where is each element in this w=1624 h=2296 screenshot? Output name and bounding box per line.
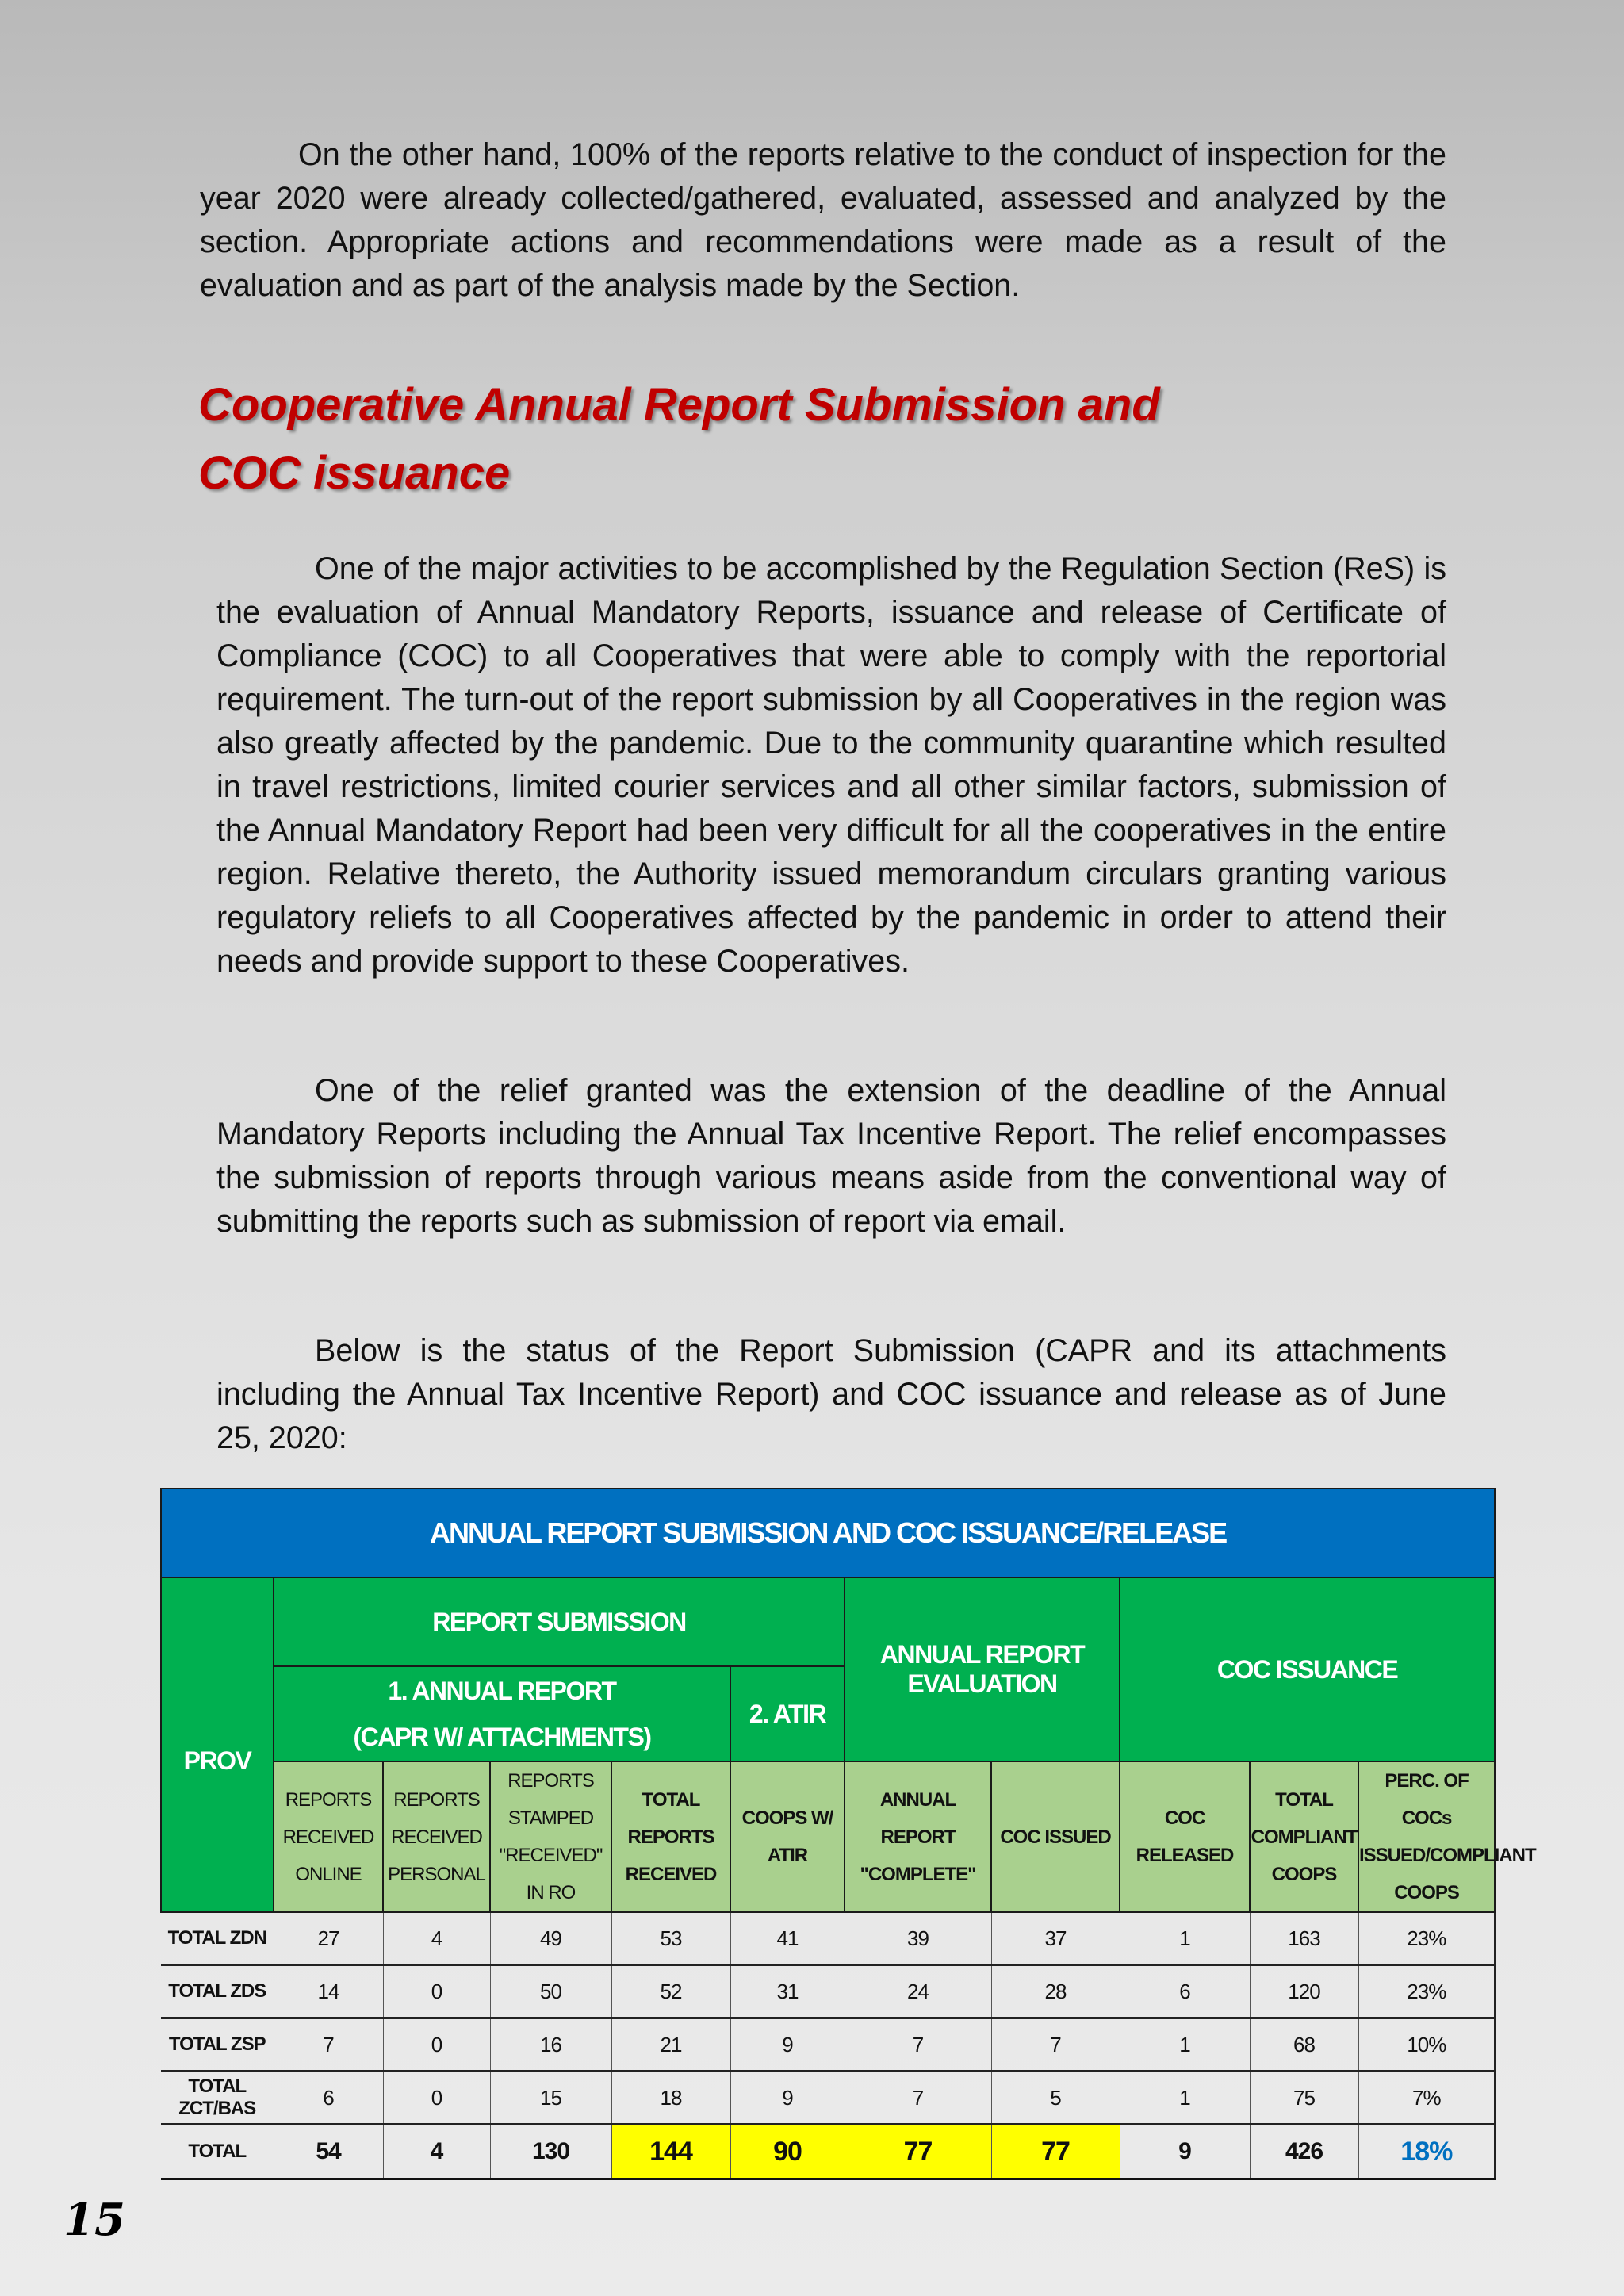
total-label: TOTAL [161, 2125, 274, 2179]
total-perc: 18% [1358, 2125, 1495, 2179]
cell-total-received: 52 [611, 1965, 730, 2018]
cell-complete: 7 [845, 2072, 991, 2125]
cell-compliant-coops: 163 [1250, 1912, 1358, 1965]
subheader-annual-report-complete: ANNUAL REPORT "COMPLETE" [845, 1761, 991, 1912]
section-heading-line1: Cooperative Annual Report Submission and [198, 379, 1160, 431]
table-row [161, 1912, 1495, 1965]
cell-reports-stamped: 50 [490, 1965, 611, 2018]
header-annual-report [274, 1666, 730, 1761]
cell-reports-online: 27 [274, 1912, 383, 1965]
total-reports-personal: 4 [383, 2125, 490, 2179]
cell-perc: 23% [1358, 1965, 1495, 2018]
header-annual-report-line1: 1. ANNUAL REPORT [388, 1677, 616, 1705]
cell-coops-atir: 9 [730, 2018, 845, 2072]
cell-compliant-coops: 75 [1250, 2072, 1358, 2125]
subheader-perc-cocs: PERC. OF COCs ISSUED/COMPLIANT COOPS [1358, 1761, 1495, 1912]
cell-complete: 24 [845, 1965, 991, 2018]
table-row [161, 1965, 1495, 2018]
header-annual-report-evaluation: ANNUAL REPORT EVALUATION [845, 1577, 1120, 1761]
header-prov: PROV [161, 1577, 274, 1912]
cell-coc-released: 6 [1120, 1965, 1250, 2018]
cell-reports-online: 14 [274, 1965, 383, 2018]
subheader-total-reports-received: TOTAL REPORTS RECEIVED [611, 1761, 730, 1912]
cell-reports-stamped: 16 [490, 2018, 611, 2072]
cell-complete: 39 [845, 1912, 991, 1965]
cell-coc-issued: 28 [991, 1965, 1120, 2018]
table-row [161, 2072, 1495, 2125]
cell-coops-atir: 41 [730, 1912, 845, 1965]
table-row [161, 2018, 1495, 2072]
cell-perc: 10% [1358, 2018, 1495, 2072]
subheader-coc-released: COC RELEASED [1120, 1761, 1250, 1912]
subheader-reports-personal: REPORTS RECEIVED PERSONAL [383, 1761, 490, 1912]
section-heading-line2: COC issuance [198, 447, 511, 499]
row-label: TOTAL ZCT/BAS [161, 2072, 274, 2125]
cell-perc: 7% [1358, 2072, 1495, 2125]
cell-reports-online: 7 [274, 2018, 383, 2072]
cell-total-received: 18 [611, 2072, 730, 2125]
cell-coc-released: 1 [1120, 2072, 1250, 2125]
cell-reports-online: 6 [274, 2072, 383, 2125]
row-label: TOTAL ZDN [161, 1912, 274, 1965]
total-compliant-coops: 426 [1250, 2125, 1358, 2179]
total-coc-issued: 77 [991, 2125, 1120, 2179]
cell-compliant-coops: 68 [1250, 2018, 1358, 2072]
cell-reports-personal: 0 [383, 2072, 490, 2125]
cell-complete: 7 [845, 2018, 991, 2072]
cell-coops-atir: 31 [730, 1965, 845, 2018]
row-label: TOTAL ZDS [161, 1965, 274, 2018]
total-reports-online: 54 [274, 2125, 383, 2179]
section-heading [198, 371, 1160, 508]
header-coc-issuance: COC ISSUANCE [1120, 1577, 1495, 1761]
cell-reports-personal: 4 [383, 1912, 490, 1965]
page-number: 15 [63, 2194, 125, 2246]
total-reports-received: 144 [611, 2125, 730, 2179]
cell-reports-personal: 0 [383, 2018, 490, 2072]
report-submission-table [160, 1488, 1536, 2180]
paragraph-relief-granted: One of the relief granted was the extension of the deadline of the Annual Mandatory Reports including the Annual Tax Incentive Report. The relief encompasses the submission of reports through various means aside from the conventional way of submitting the reports such as submission of report via email. [216, 1073, 1446, 1239]
subheader-coops-with-atir: COOPS W/ ATIR [730, 1761, 845, 1912]
cell-coc-issued: 5 [991, 2072, 1120, 2125]
paragraph-regulation-section: One of the major activities to be accomplished by the Regulation Section (ReS) is the evaluation of Annual Mandatory Reports, issuance and release of Certificate of Compliance (COC) to all Cooperatives that were able to comply with the reportorial requirement. The turn-out of the report submission by all Cooperatives in the region was also greatly affected by the pandemic. Due to the community quarantine which resulted in travel restrictions, limited courier services and all other similar factors, submission of the Annual Mandatory Report had been very difficult for all the cooperatives in the entire region. Relative thereto, the Authority issued memorandum circulars granting various regulatory reliefs to all Cooperatives affected by the pandemic in order to attend their needs and provide support to these Cooperatives. [216, 551, 1446, 979]
paragraph-inspection-reports: On the other hand, 100% of the reports relative to the conduct of inspection for the year 2020 were already collected/gathered, evaluated, assessed and analyzed by the section. Appropriate actions and recommendations were made as a result of the evaluation and as part of the analysis made by the Section. [200, 137, 1446, 303]
cell-coc-released: 1 [1120, 1912, 1250, 1965]
cell-coc-issued: 7 [991, 2018, 1120, 2072]
table-title: ANNUAL REPORT SUBMISSION AND COC ISSUANCE/RELEASE [161, 1489, 1495, 1577]
cell-reports-personal: 0 [383, 1965, 490, 2018]
paragraph-status-intro: Below is the status of the Report Submission (CAPR and its attachments including the Annual Tax Incentive Report) and COC issuance and release as of June 25, 2020: [216, 1333, 1446, 1455]
header-report-submission: REPORT SUBMISSION [274, 1577, 845, 1666]
cell-reports-stamped: 49 [490, 1912, 611, 1965]
cell-reports-stamped: 15 [490, 2072, 611, 2125]
cell-coops-atir: 9 [730, 2072, 845, 2125]
row-label: TOTAL ZSP [161, 2018, 274, 2072]
total-reports-stamped: 130 [490, 2125, 611, 2179]
subheader-reports-online: REPORTS RECEIVED ONLINE [274, 1761, 383, 1912]
subheader-total-compliant-coops: TOTAL COMPLIANT COOPS [1250, 1761, 1358, 1912]
header-atir: 2. ATIR [730, 1666, 845, 1761]
subheader-coc-issued: COC ISSUED [991, 1761, 1120, 1912]
subheader-reports-stamped: REPORTS STAMPED "RECEIVED" IN RO [490, 1761, 611, 1912]
cell-coc-released: 1 [1120, 2018, 1250, 2072]
header-annual-report-line2: (CAPR W/ ATTACHMENTS) [353, 1723, 651, 1751]
total-complete: 77 [845, 2125, 991, 2179]
total-coc-released: 9 [1120, 2125, 1250, 2179]
cell-total-received: 53 [611, 1912, 730, 1965]
cell-perc: 23% [1358, 1912, 1495, 1965]
cell-coc-issued: 37 [991, 1912, 1120, 1965]
total-row [161, 2125, 1495, 2179]
cell-compliant-coops: 120 [1250, 1965, 1358, 2018]
total-coops-atir: 90 [730, 2125, 845, 2179]
cell-total-received: 21 [611, 2018, 730, 2072]
